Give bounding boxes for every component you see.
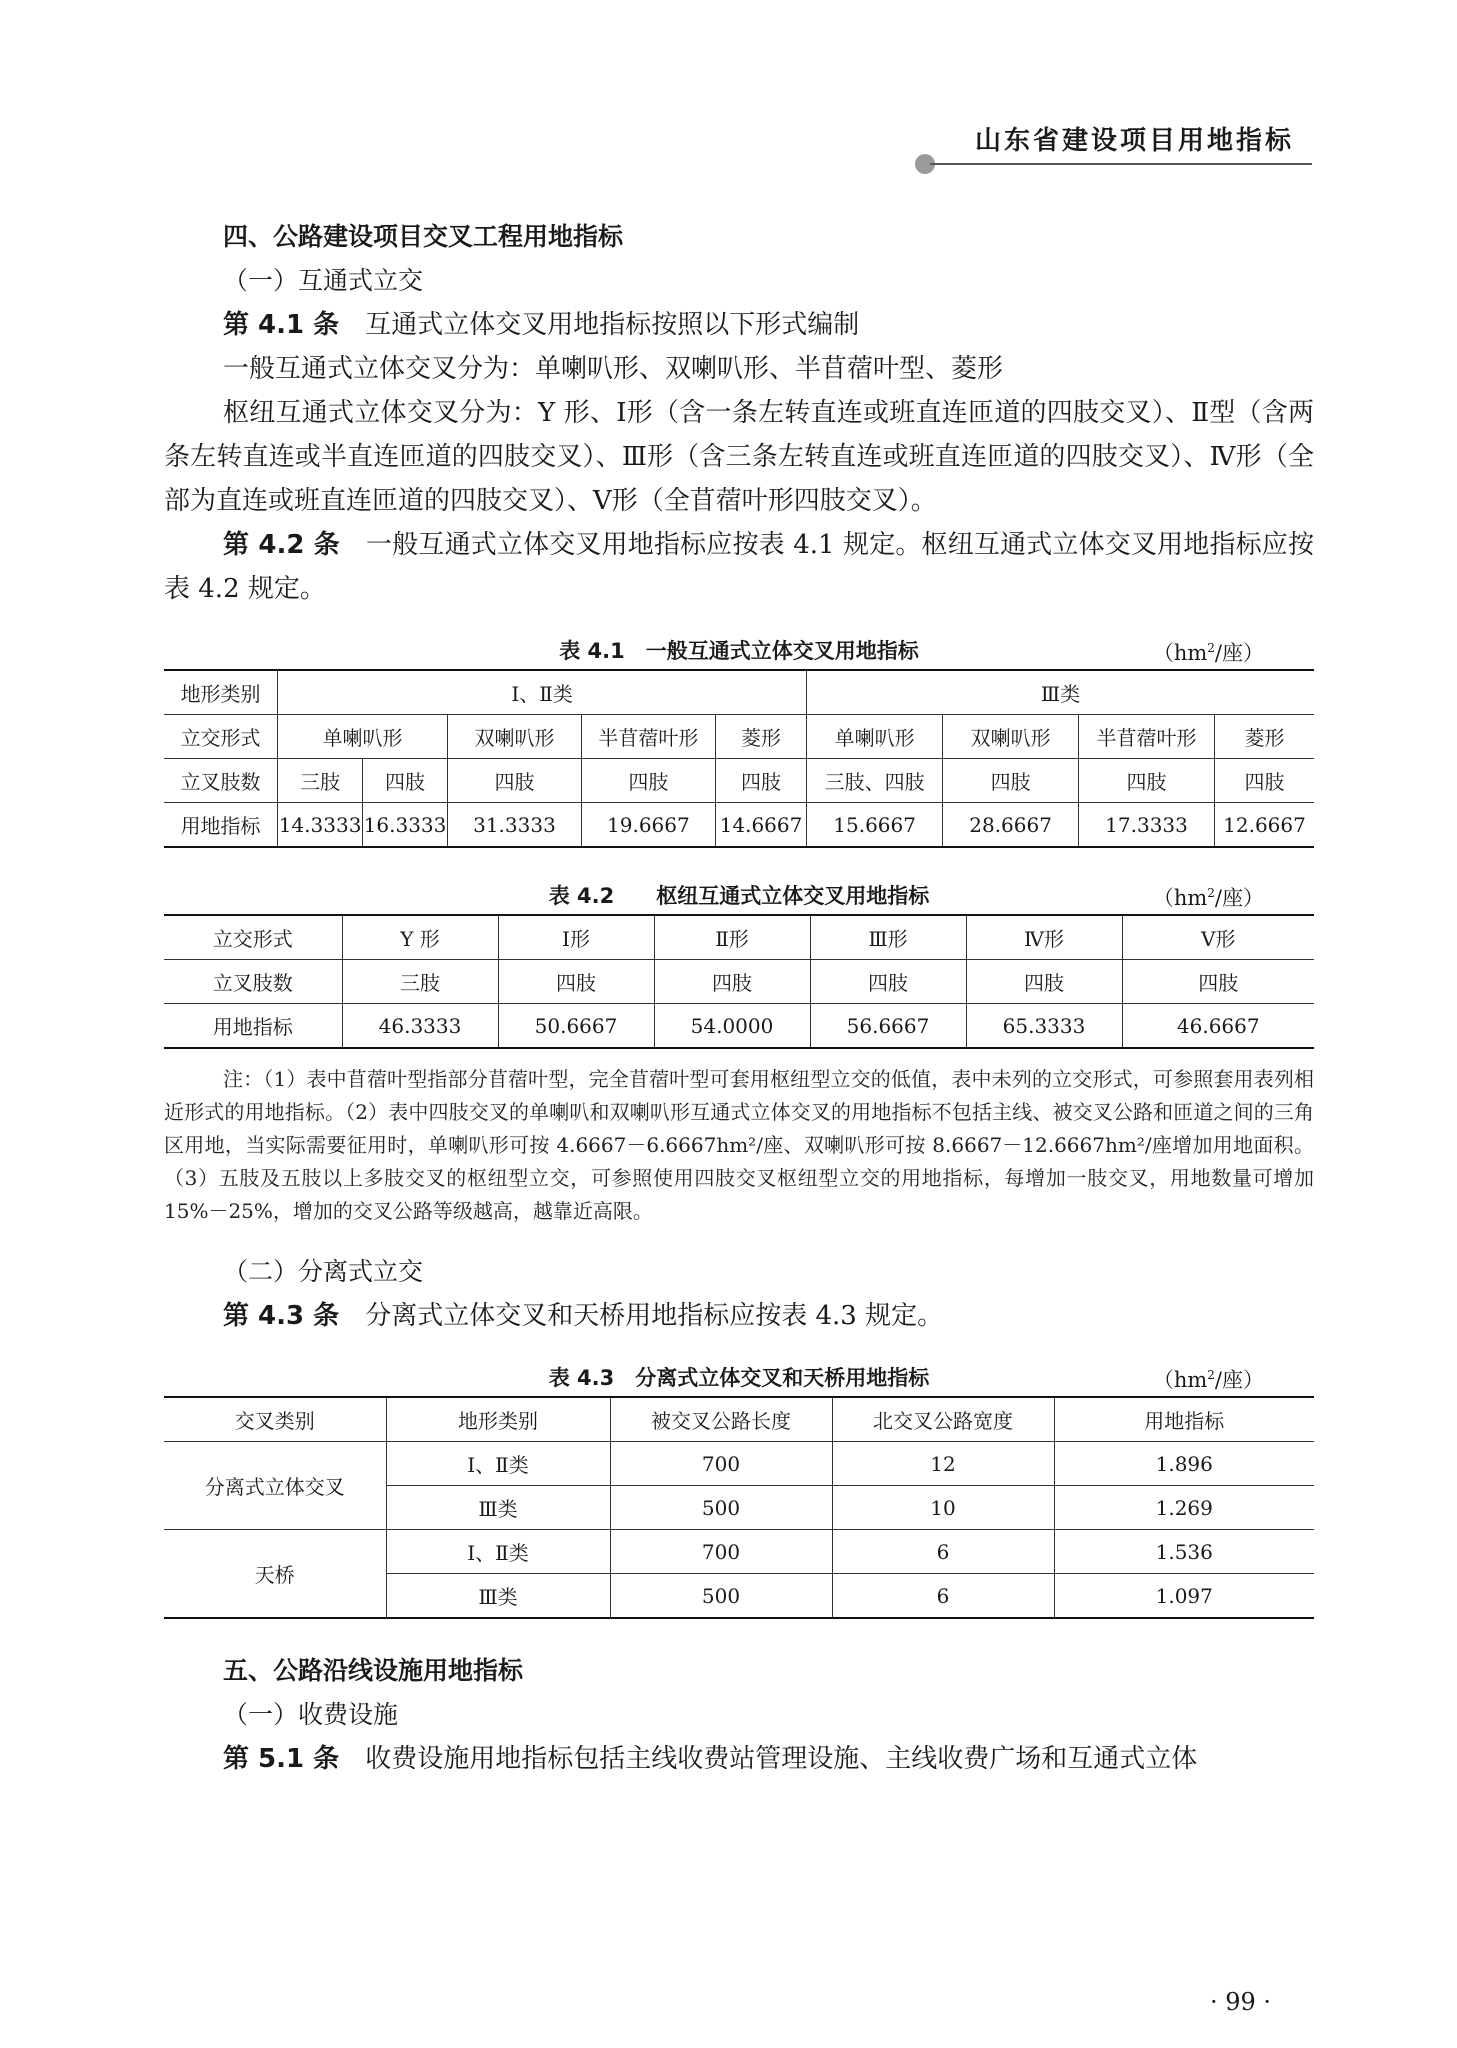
- table-cell: 1.269: [1054, 1486, 1314, 1530]
- table-cell: 三肢: [278, 759, 363, 803]
- table-cell: 立叉肢数: [164, 759, 278, 803]
- table-cell: 6: [832, 1530, 1054, 1574]
- table-row: [164, 960, 1314, 1004]
- article-5-1-text: 收费设施用地指标包括主线收费站管理设施、主线收费广场和互通式立体: [365, 1744, 1198, 1774]
- table-4-1-caption: 表 4.1 一般互通式立体交叉用地指标: [559, 639, 919, 663]
- table-cell: 19.6667: [581, 803, 715, 848]
- article-4-3-label: 第 4.3 条: [223, 1301, 340, 1331]
- table-cell: 四肢: [715, 759, 806, 803]
- table-cell: 菱形: [1215, 715, 1314, 759]
- table-cell: 1.896: [1054, 1442, 1314, 1486]
- table-4-3-caption: 表 4.3 分离式立体交叉和天桥用地指标: [548, 1366, 930, 1390]
- table-row: [164, 715, 1314, 759]
- table-cell: 14.6667: [715, 803, 806, 848]
- table-cell: 分离式立体交叉: [164, 1442, 386, 1530]
- table-cell: 54.0000: [654, 1004, 810, 1049]
- table-cell: 28.6667: [943, 803, 1079, 848]
- table-cell: 17.3333: [1079, 803, 1215, 848]
- table-cell: 四肢: [363, 759, 448, 803]
- table-cell: 菱形: [715, 715, 806, 759]
- table-cell: 四肢: [1215, 759, 1314, 803]
- table-cell: 用地指标: [164, 803, 278, 848]
- table-cell: 700: [610, 1442, 832, 1486]
- article-4-2-label: 第 4.2 条: [223, 530, 340, 560]
- table-cell: 16.3333: [363, 803, 448, 848]
- article-4-2-text: 一般互通式立体交叉用地指标应按表 4.1 规定。枢纽互通式立体交叉用地指标应按表 4.2 规定。: [164, 530, 1314, 604]
- table-cell: Ⅱ形: [654, 915, 810, 960]
- table-cell: 四肢: [966, 960, 1122, 1004]
- table-cell: 31.3333: [448, 803, 582, 848]
- table-cell: 立交形式: [164, 915, 342, 960]
- table-row: [164, 1442, 1314, 1486]
- article-4-3-text: 分离式立体交叉和天桥用地指标应按表 4.3 规定。: [365, 1301, 944, 1331]
- table-4-2-caption-row: [164, 874, 1314, 914]
- article-4-1-text: 互通式立体交叉用地指标按照以下形式编制: [365, 310, 860, 340]
- table-cell: Ⅰ形: [498, 915, 654, 960]
- table-cell: Y 形: [342, 915, 498, 960]
- table-4-2-unit: （$hm^2/$座）: [1152, 886, 1264, 910]
- table-cell: 立交形式: [164, 715, 278, 759]
- table-4-1-unit: （$hm^2/$座）: [1152, 641, 1264, 665]
- section-5-sub1: （一）收费设施: [223, 1700, 399, 1729]
- table-cell: 四肢: [498, 960, 654, 1004]
- table-row: [164, 1397, 1314, 1442]
- table-4-2: [164, 914, 1314, 1049]
- article-4-1-label: 第 4.1 条: [223, 310, 340, 340]
- table-4-1-caption-row: [164, 629, 1314, 669]
- table-cell: 三肢、四肢: [807, 759, 943, 803]
- table-cell: 65.3333: [966, 1004, 1122, 1049]
- table-cell: 1.536: [1054, 1530, 1314, 1574]
- table-cell: Ⅲ类: [807, 670, 1314, 715]
- article-4-2: [164, 523, 1314, 611]
- table-cell: 四肢: [581, 759, 715, 803]
- table-cell: Ⅰ、Ⅱ类: [386, 1530, 610, 1574]
- page-content: [164, 215, 1314, 1781]
- table-cell: 6: [832, 1574, 1054, 1619]
- table-4-2-caption: 表 4.2 枢纽互通式立体交叉用地指标: [548, 884, 930, 908]
- table-row: [164, 1004, 1314, 1049]
- table-cell: 700: [610, 1530, 832, 1574]
- section-4-sub2: （二）分离式立交: [223, 1257, 424, 1286]
- table-cell: 单喇叭形: [278, 715, 448, 759]
- table-4-3-unit: （$hm^2/$座）: [1152, 1368, 1264, 1392]
- table-cell: 双喇叭形: [943, 715, 1079, 759]
- table-header-cell: 交叉类别: [164, 1397, 386, 1442]
- table-cell: 50.6667: [498, 1004, 654, 1049]
- section-4-sub1: （一）互通式立交: [223, 266, 424, 295]
- table-4-3-caption-row: [164, 1356, 1314, 1396]
- table-row: [164, 1530, 1314, 1574]
- table-cell: Ⅰ、Ⅱ类: [278, 670, 807, 715]
- table-cell: Ⅲ类: [386, 1574, 610, 1619]
- table-4-3: [164, 1396, 1314, 1619]
- table-cell: 500: [610, 1574, 832, 1619]
- table-cell: Ⅰ、Ⅱ类: [386, 1442, 610, 1486]
- table-header-cell: 被交叉公路长度: [610, 1397, 832, 1442]
- table-row: [164, 803, 1314, 848]
- table-cell: 四肢: [943, 759, 1079, 803]
- paragraph-hub: 枢纽互通式立体交叉分为：Y 形、Ⅰ形（含一条左转直连或班直连匝道的四肢交叉）、Ⅱ型（含两条左转直连或半直连匝道的四肢交叉）、Ⅲ形（含三条左转直连或班直连匝道的四肢交叉）、Ⅳ形（全部为直连或班直连匝道的四肢交叉）、Ⅴ形（全苜蓿叶形四肢交叉）。: [164, 398, 1314, 516]
- table-4-1: [164, 669, 1314, 848]
- table-cell: 12: [832, 1442, 1054, 1486]
- page-number: · 99 ·: [1210, 1988, 1272, 2016]
- table-cell: Ⅲ形: [810, 915, 966, 960]
- table-cell: 12.6667: [1215, 803, 1314, 848]
- table-cell: 天桥: [164, 1530, 386, 1619]
- table-cell: 四肢: [1079, 759, 1215, 803]
- table-cell: 56.6667: [810, 1004, 966, 1049]
- article-5-1-label: 第 5.1 条: [223, 1744, 340, 1774]
- header-title: 山东省建设项目用地指标: [974, 126, 1294, 156]
- table-cell: 1.097: [1054, 1574, 1314, 1619]
- table-cell: 四肢: [654, 960, 810, 1004]
- table-cell: 10: [832, 1486, 1054, 1530]
- article-4-3: [164, 1294, 1314, 1338]
- table-cell: 500: [610, 1486, 832, 1530]
- table-header-cell: 地形类别: [386, 1397, 610, 1442]
- table-cell: 四肢: [1122, 960, 1314, 1004]
- table-row: [164, 759, 1314, 803]
- section-4-title: 四、公路建设项目交叉工程用地指标: [223, 222, 624, 251]
- table-cell: 四肢: [448, 759, 582, 803]
- article-5-1: [164, 1737, 1314, 1781]
- section-5-title: 五、公路沿线设施用地指标: [223, 1656, 524, 1685]
- table-cell: 14.3333: [278, 803, 363, 848]
- table-cell: 地形类别: [164, 670, 278, 715]
- table-cell: Ⅲ类: [386, 1486, 610, 1530]
- paragraph-general: 一般互通式立体交叉分为：单喇叭形、双喇叭形、半苜蓿叶型、菱形: [223, 354, 1004, 384]
- table-cell: Ⅴ形: [1122, 915, 1314, 960]
- table-cell: 46.6667: [1122, 1004, 1314, 1049]
- table-cell: 双喇叭形: [448, 715, 582, 759]
- table-cell: 15.6667: [807, 803, 943, 848]
- table-cell: 半苜蓿叶形: [1079, 715, 1215, 759]
- table-header-cell: 北交叉公路宽度: [832, 1397, 1054, 1442]
- table-cell: 半苜蓿叶形: [581, 715, 715, 759]
- table-cell: 四肢: [810, 960, 966, 1004]
- table-note: 注：（1）表中苜蓿叶型指部分苜蓿叶型，完全苜蓿叶型可套用枢纽型立交的低值，表中未列的立交形式，可参照套用表列相近形式的用地指标。（2）表中四肢交叉的单喇叭和双喇叭形互通式立体交叉的用地指标不包括主线、被交叉公路和匝道之间的三角区用地，当实际需要征用时，单喇叭形可按 4.6667－6.6667hm²/座、双喇叭形可按 8.6667－12.6667hm²/座增加用地面积。（3）五肢及五肢以上多肢交叉的枢纽型立交，可参照使用四肢交叉枢纽型立交的用地指标，每增加一肢交叉，用地数量可增加 15%－25%，增加的交叉公路等级越高，越靠近高限。: [164, 1067, 1314, 1223]
- table-cell: 单喇叭形: [807, 715, 943, 759]
- table-header-cell: 用地指标: [1054, 1397, 1314, 1442]
- header-rule: [930, 163, 1312, 165]
- article-4-1: [164, 303, 1314, 347]
- table-cell: Ⅳ形: [966, 915, 1122, 960]
- table-cell: 用地指标: [164, 1004, 342, 1049]
- table-cell: 立叉肢数: [164, 960, 342, 1004]
- table-cell: 46.3333: [342, 1004, 498, 1049]
- table-row: [164, 670, 1314, 715]
- table-cell: 三肢: [342, 960, 498, 1004]
- table-row: [164, 915, 1314, 960]
